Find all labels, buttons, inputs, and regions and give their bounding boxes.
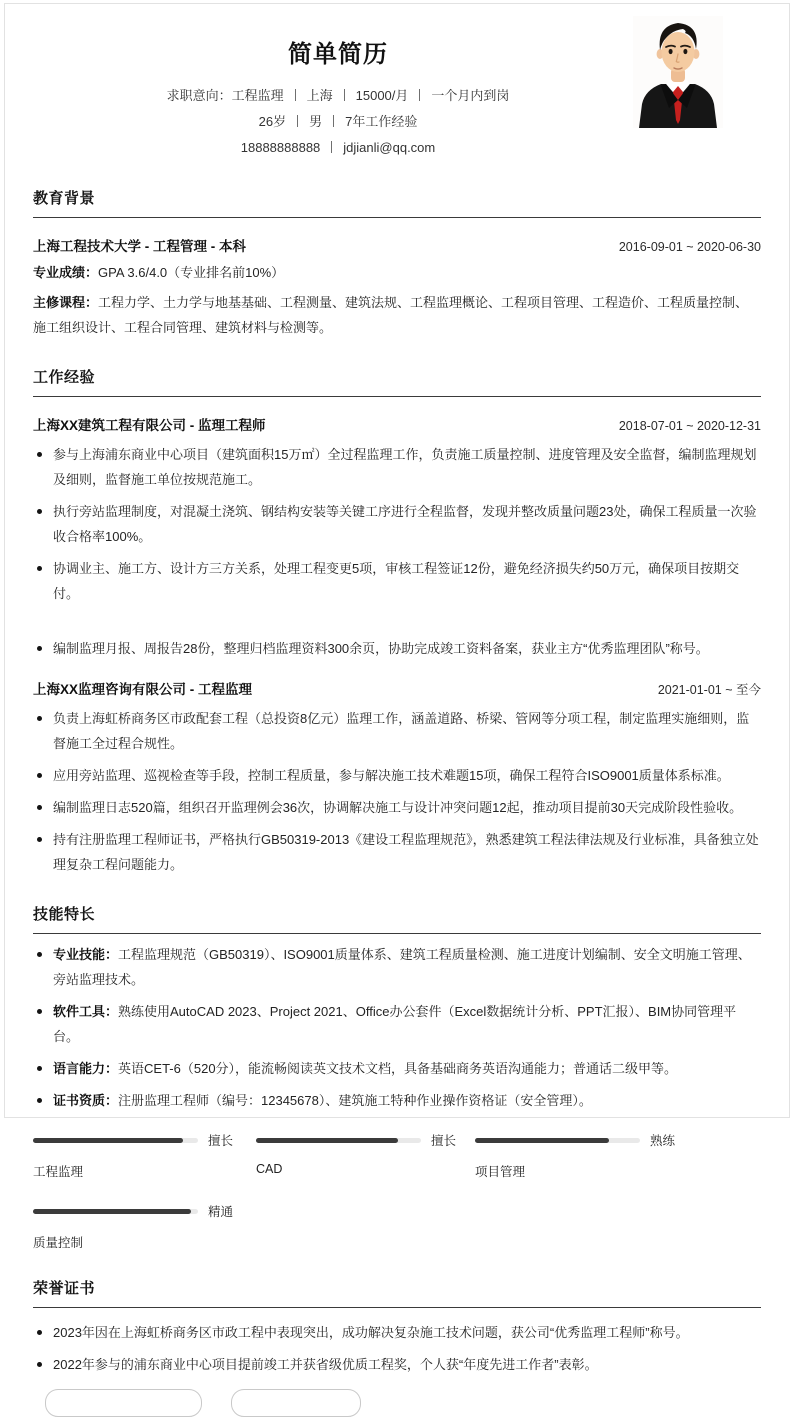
job-entry <box>33 414 761 661</box>
contact-item: 上海 <box>306 88 333 103</box>
job-bullet: 持有注册监理工程师证书，严格执行GB50319-2013《建设工程监理规范》，熟悉建筑工程法律法规及行业标准，具备独立处理复杂工程问题能力。 <box>33 827 761 877</box>
certificate-placeholders <box>33 1389 761 1417</box>
skill-bar-track <box>475 1138 640 1143</box>
avatar-photo <box>633 16 723 128</box>
section-honors <box>33 1277 761 1417</box>
certificate-placeholder-pill <box>231 1389 361 1417</box>
skill-bar <box>33 1202 256 1251</box>
job-bullet: 负责上海虹桥商务区市政配套工程（总投资8亿元）监理工作，涵盖道路、桥梁、管网等分项工程，制定监理实施细则，监督施工全过程合规性。 <box>33 706 761 756</box>
separator-bar <box>297 115 298 127</box>
resume-title: 简单简历 <box>288 41 388 68</box>
job-bullet: 参与上海浦东商业中心项目（建筑面积15万㎡）全过程监理工作，负责施工质量控制、进度管理及安全监督，编制监理规划及细则，监督施工单位按规范施工。 <box>33 442 761 492</box>
skill-bar <box>475 1131 761 1180</box>
section-skills <box>33 903 761 1251</box>
skill-item-text: 工程监理规范（GB50319）、ISO9001质量体系、建筑工程质量检测、施工进度计划编制、安全文明施工管理、旁站监理技术。 <box>53 947 751 987</box>
separator-bar <box>331 141 332 153</box>
skill-bar-fill <box>256 1138 398 1143</box>
skill-item-text: 熟练使用AutoCAD 2023、Project 2021、Office办公套件（Excel数据统计分析、PPT汇报）、BIM协同管理平台。 <box>53 1004 737 1044</box>
job-bullet: 协调业主、施工方、设计方三方关系，处理工程变更5项，审核工程签证12份，避免经济损失约50万元，确保项目按期交付。 <box>33 556 761 606</box>
skill-bar-line <box>33 1202 256 1220</box>
education-section-title: 教育背景 <box>33 187 761 218</box>
skill-level-label: 擅长 <box>208 1134 234 1148</box>
skill-item-text: 英语CET-6（520分），能流畅阅读英文技术文档，具备基础商务英语沟通能力；普通话二级甲等。 <box>118 1061 678 1076</box>
job-bullet: 编制监理日志520篇，组织召开监理例会36次，协调解决施工与设计冲突问题12起，推动项目提前30天完成阶段性验收。 <box>33 795 761 820</box>
skills-section-title: 技能特长 <box>33 903 761 934</box>
skill-bar-line <box>256 1131 475 1149</box>
contact-item: 男 <box>309 114 323 129</box>
job-bullet-list <box>33 442 761 661</box>
skill-bar-line <box>33 1131 256 1149</box>
skill-item-list <box>33 942 761 1113</box>
skill-item <box>33 1088 761 1113</box>
job-entry-head <box>33 678 761 698</box>
separator-bar <box>419 89 420 101</box>
experience-section-title: 工作经验 <box>33 366 761 397</box>
education-detail-rows <box>33 260 761 340</box>
contact-rows <box>33 83 643 161</box>
skill-item <box>33 942 761 992</box>
job-bullet: 编制监理月报、周报告28份，整理归档监理资料300余页，协助完成竣工资料备案，获业主方“优秀监理团队”称号。 <box>33 636 761 661</box>
skill-bar-track <box>256 1138 421 1143</box>
skill-name-label: 质量控制 <box>33 1236 84 1250</box>
honor-item-list <box>33 1320 761 1377</box>
contact-row-1 <box>33 83 643 109</box>
skill-bar-track <box>33 1138 198 1143</box>
separator-bar <box>295 89 296 101</box>
contact-item: 15000/月 <box>355 88 409 103</box>
contact-item: 26岁 <box>258 114 287 129</box>
section-experience <box>33 366 761 877</box>
education-row-text: GPA 3.6/4.0（专业排名前10%） <box>98 265 285 280</box>
job-bullet-list <box>33 706 761 877</box>
skill-bar <box>33 1131 256 1180</box>
skill-bar-fill <box>33 1138 183 1143</box>
education-date-range: 2016-09-01 ~ 2020-06-30 <box>618 240 761 254</box>
skill-item-label: 软件工具： <box>53 1004 119 1019</box>
resume-header <box>33 4 761 161</box>
skill-level-label: 精通 <box>208 1205 234 1219</box>
skill-item-text: 注册监理工程师（编号：12345678）、建筑施工特种作业操作资格证（安全管理）。 <box>118 1093 592 1108</box>
honor-bullet: 2022年参与的浦东商业中心项目提前竣工并获省级优质工程奖，个人获“年度先进工作者”表彰。 <box>33 1352 761 1377</box>
contact-item: 工程监理 <box>231 88 284 103</box>
education-row-label: 专业成绩： <box>33 265 99 280</box>
separator-bar <box>333 115 334 127</box>
skill-bars <box>33 1131 761 1251</box>
contact-item: 7年工作经验 <box>345 114 418 129</box>
contact-row-3 <box>33 135 643 161</box>
job-bullet: 应用旁站监理、巡视检查等手段，控制工程质量，参与解决施工技术难题15项，确保工程符合ISO9001质量体系标准。 <box>33 763 761 788</box>
avatar-illustration <box>633 16 723 128</box>
skill-item-label: 语言能力： <box>53 1061 119 1076</box>
skill-bar-fill <box>33 1209 191 1214</box>
education-row-text: 工程力学、土力学与地基基础、工程测量、建筑法规、工程监理概论、工程项目管理、工程造价、工程质量控制、施工组织设计、工程合同管理、建筑材料与检测等。 <box>33 295 749 335</box>
job-date-range: 2018-07-01 ~ 2020-12-31 <box>618 419 761 433</box>
contact-item: 一个月内到岗 <box>431 88 510 103</box>
honor-bullet: 2023年因在上海虹桥商务区市政工程中表现突出，成功解决复杂施工技术问题，获公司“优秀监理工程师”称号。 <box>33 1320 761 1345</box>
certificate-placeholder-pill <box>45 1389 202 1417</box>
education-row <box>33 260 761 285</box>
skill-level-label: 擅长 <box>431 1134 457 1148</box>
job-date-range: 2021-01-01 ~ 至今 <box>657 683 761 697</box>
skill-item <box>33 999 761 1049</box>
education-row <box>33 290 761 340</box>
skill-level-label: 熟练 <box>650 1134 676 1148</box>
skill-name-label: 工程监理 <box>33 1165 84 1179</box>
skill-bar-line <box>475 1131 761 1149</box>
contact-item: jdjianli@qq.com <box>343 140 436 155</box>
contact-row-label: 求职意向： <box>166 88 232 103</box>
honors-section-title: 荣誉证书 <box>33 1277 761 1308</box>
job-list <box>33 414 761 877</box>
company-and-role: 上海XX监理咨询有限公司 - 工程监理 <box>33 682 253 697</box>
skill-bar-fill <box>475 1138 609 1143</box>
skill-name-label: CAD <box>256 1162 283 1176</box>
skill-name-label: 项目管理 <box>475 1165 526 1179</box>
resume-page <box>4 3 790 1372</box>
separator-bar <box>344 89 345 101</box>
skill-bar <box>256 1131 475 1180</box>
contact-item: 18888888888 <box>240 140 321 155</box>
company-and-role: 上海XX建筑工程有限公司 - 监理工程师 <box>33 418 266 433</box>
contact-row-2 <box>33 109 643 135</box>
job-entry-head <box>33 414 761 434</box>
education-entry-head <box>33 235 761 255</box>
education-row-label: 主修课程： <box>33 295 99 310</box>
job-entry <box>33 678 761 877</box>
job-bullet: 执行旁站监理制度，对混凝土浇筑、钢结构安装等关键工序进行全程监督，发现并整改质量问题23处，确保工程质量一次验收合格率100%。 <box>33 499 761 549</box>
section-education <box>33 187 761 340</box>
school-degree: 上海工程技术大学 - 工程管理 - 本科 <box>33 239 246 254</box>
skill-item-label: 专业技能： <box>53 947 119 962</box>
skill-bar-track <box>33 1209 198 1214</box>
skill-item-label: 证书资质： <box>53 1093 119 1108</box>
header-text-block <box>33 34 643 161</box>
skill-item <box>33 1056 761 1081</box>
